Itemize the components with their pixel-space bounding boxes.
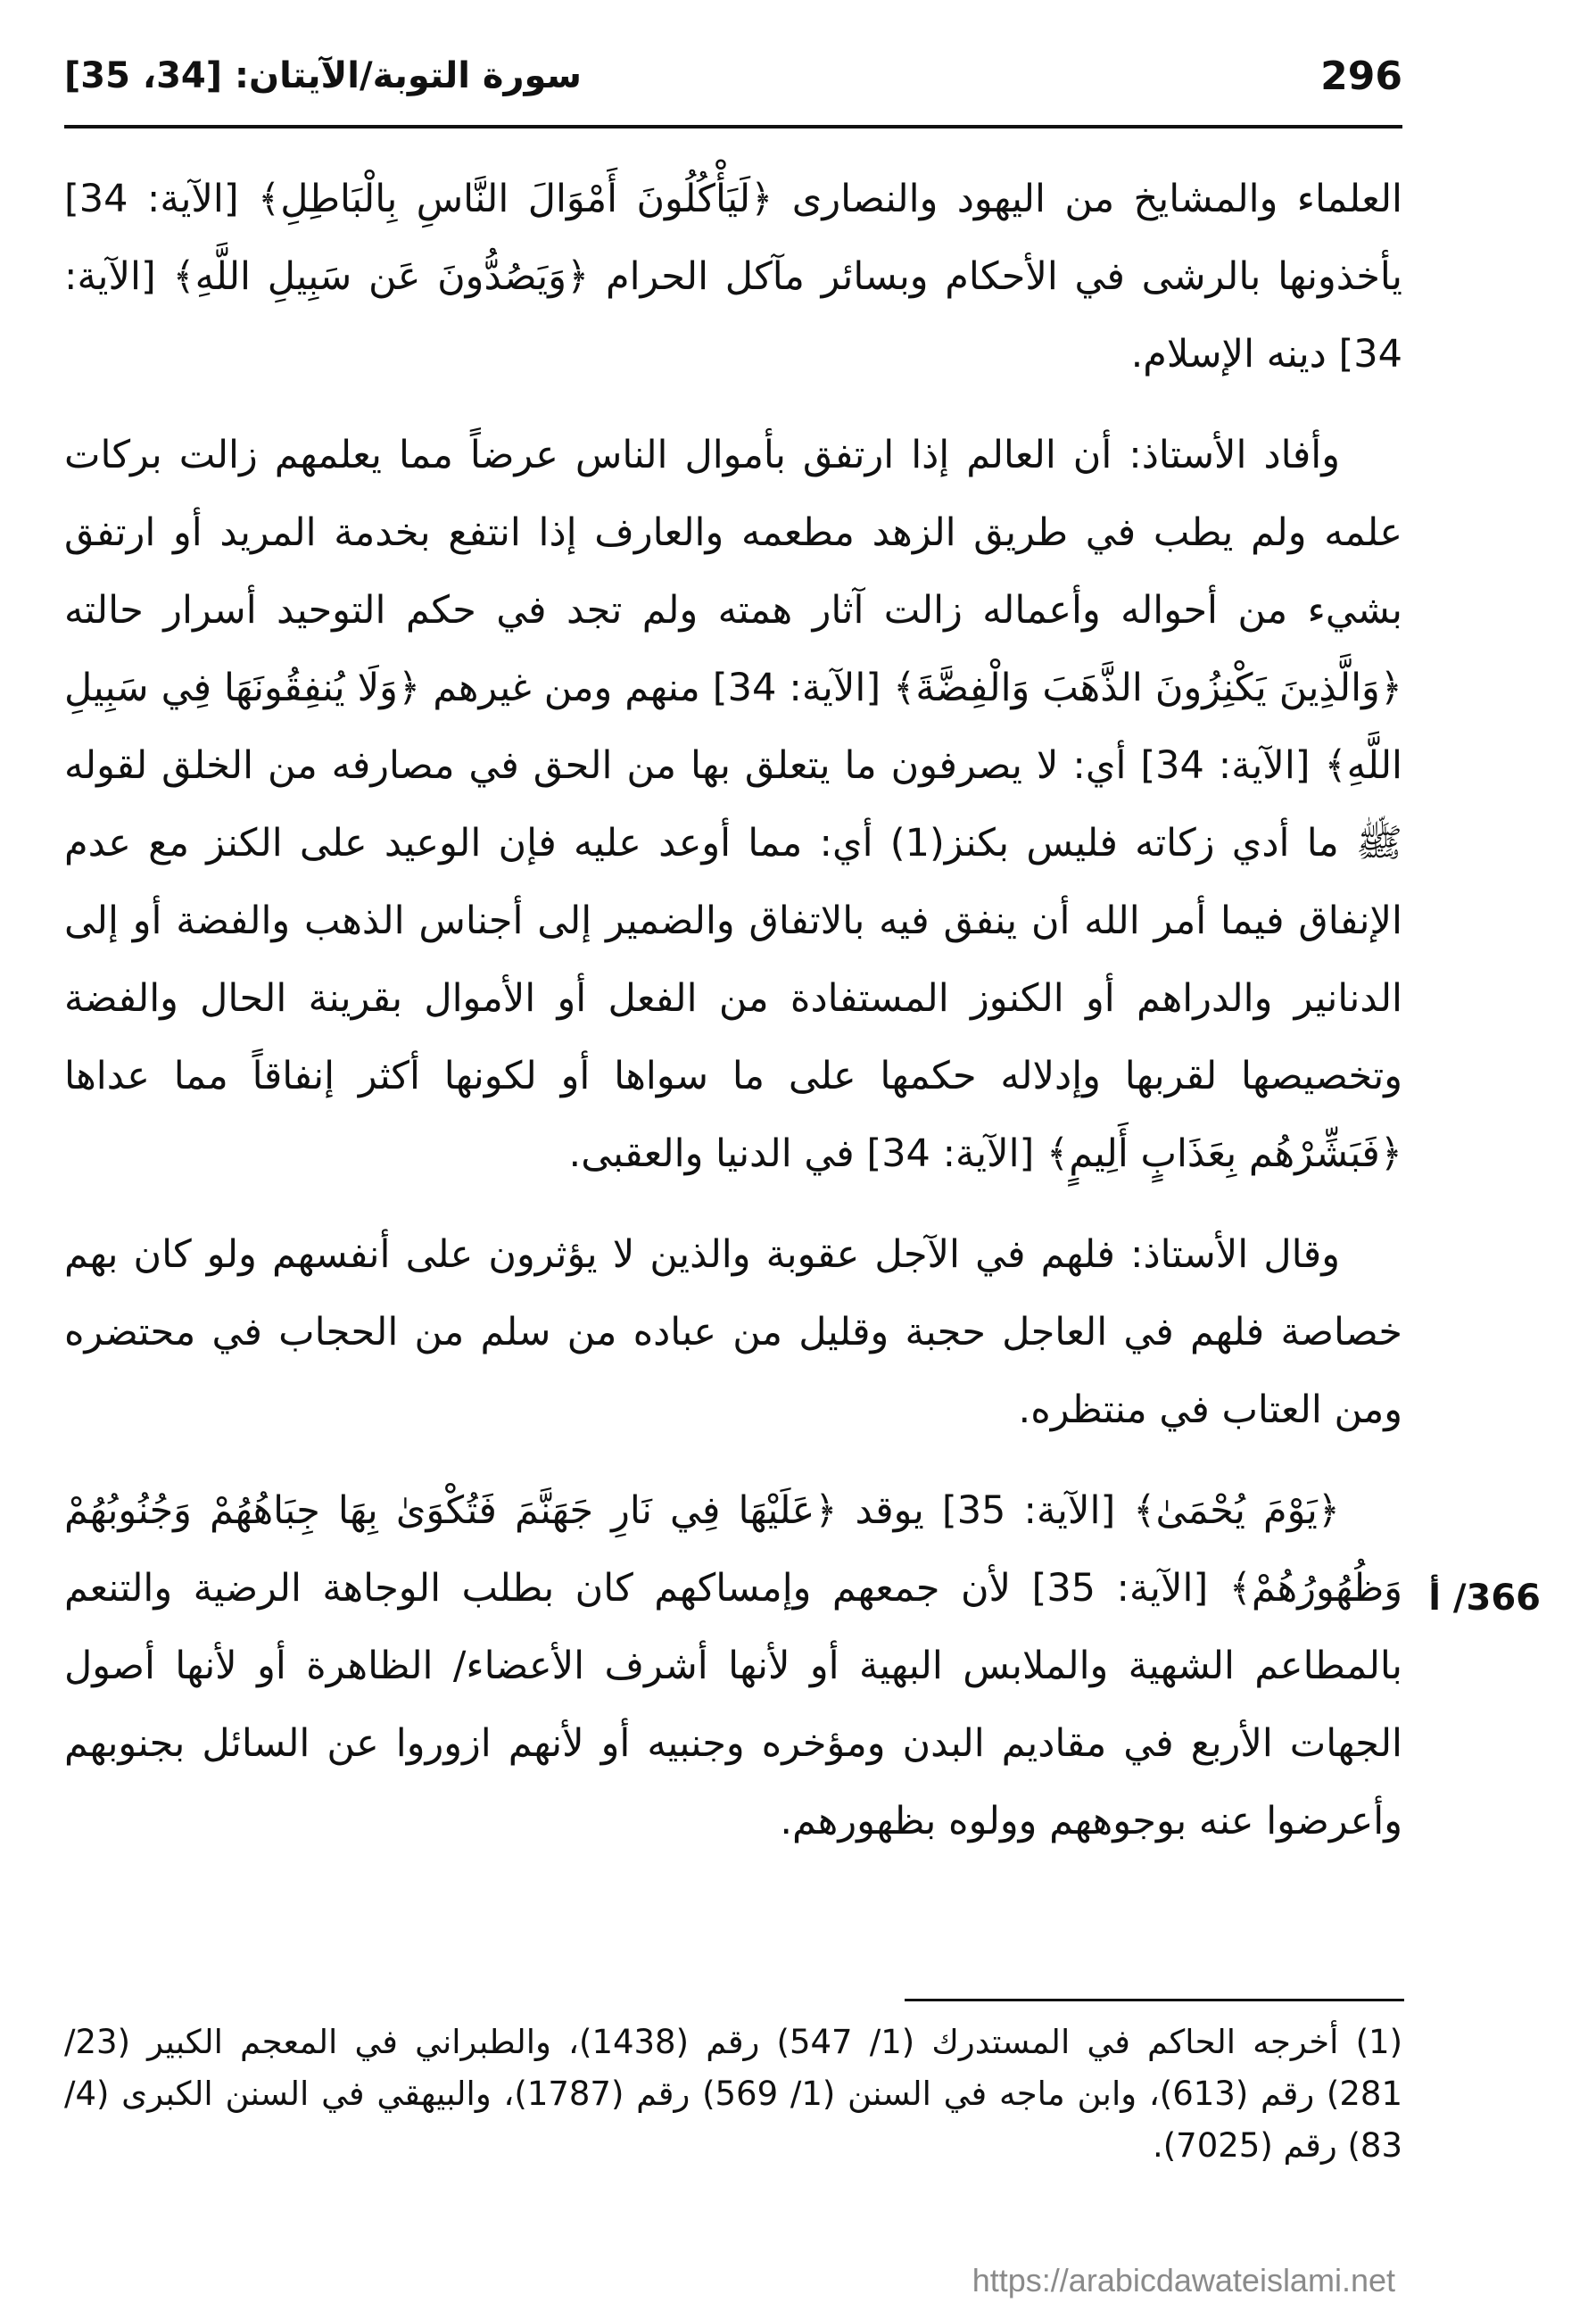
footnote-rule (905, 1999, 1404, 2001)
running-title: سورة التوبة/الآيتان: [34، 35] (64, 55, 582, 96)
paragraph-2: وأفاد الأستاذ: أن العالم إذا ارتفق بأموال الناس عرضاً مما يعلمهم زالت بركات علمه ولم يطب في طريق الزهد مطعمه والعارف إذا انتفع بخدمة المريد أو ارتفق بشيء من أحواله وأعماله زالت آثار همته ولم تجد في حكم التوحيد أسرار حالته ﴿وَالَّذِينَ يَكْنِزُونَ الذَّهَبَ وَالْفِضَّةَ﴾ [الآية: 34] منهم ومن غيرهم ﴿وَلَا يُنفِقُونَهَا فِي سَبِيلِ اللَّهِ﴾ [الآية: 34] أي: لا يصرفون ما يتعلق بها من الحق في مصارفه من الخلق لقوله ﷺ ما أدي زكاته فليس بكنز(1) أي: مما أوعد عليه فإن الوعيد على الكنز مع عدم الإنفاق فيما أمر الله أن ينفق فيه بالاتفاق والضمير إلى أجناس الذهب والفضة أو إلى الدنانير والدراهم أو الكنوز المستفادة من الفعل أو الأموال بقرينة الحال والفضة وتخصيصها لقربها وإدلاله حكمها على ما سواها أو لكونها أكثر إنفاقاً مما عداها ﴿فَبَشِّرْهُم بِعَذَابٍ أَلِيمٍ﴾ [الآية: 34] في الدنيا والعقبى. (64, 433, 1403, 1176)
footnote-1: (1) أخرجه الحاكم في المستدرك (1/ 547) رقم (1438)، والطبراني في المعجم الكبير (23/ 281) رقم (613)، وابن ماجه في السنن (1/ 569) رقم (1787)، والبيهقي في السنن الكبرى (4/ 83) رقم (7025). (64, 2023, 1402, 2165)
header-rule (64, 125, 1402, 128)
page-header (64, 54, 1402, 116)
paragraph-3: وقال الأستاذ: فلهم في الآجل عقوبة والذين لا يؤثرون على أنفسهم ولو كان بهم خصاصة فلهم في العاجل حجبة وقليل من عباده من سلم من الحجاب في محتضره ومن العتاب في منتظره. (64, 1232, 1402, 1432)
footnotes (64, 2017, 1402, 2172)
page-number: 296 (1320, 54, 1402, 99)
watermark-url: https://arabicdawateislami.net (972, 2262, 1395, 2299)
manuscript-folio-marker: 366/ أ (1428, 1578, 1541, 1619)
paragraph-1: العلماء والمشايخ من اليهود والنصارى ﴿لَيَأْكُلُونَ أَمْوَالَ النَّاسِ بِالْبَاطِلِ﴾ [الآية: 34] يأخذونها بالرشى في الأحكام وبسائر مآكل الحرام ﴿وَيَصُدُّونَ عَن سَبِيلِ اللَّهِ﴾ [الآية: 34] دينه الإسلام. (64, 177, 1402, 377)
paragraph-4: ﴿يَوْمَ يُحْمَىٰ﴾ [الآية: 35] يوقد ﴿عَلَيْهَا فِي نَارِ جَهَنَّمَ فَتُكْوَىٰ بِهَا جِبَاهُهُمْ وَجُنُوبُهُمْ وَظُهُورُهُمْ﴾ [الآية: 35] لأن جمعهم وإمساكهم كان بطلب الوجاهة الرضية والتنعم بالمطاعم الشهية والملابس البهية أو لأنها أشرف الأعضاء/ الظاهرة أو لأنها أصول الجهات الأربع في مقاديم البدن ومؤخره وجنبيه أو لأنهم ازوروا عن السائل بجنوبهم وأعرضوا عنه بوجوههم وولوه بظهورهم. (64, 1488, 1402, 1843)
body-text (64, 161, 1402, 1884)
